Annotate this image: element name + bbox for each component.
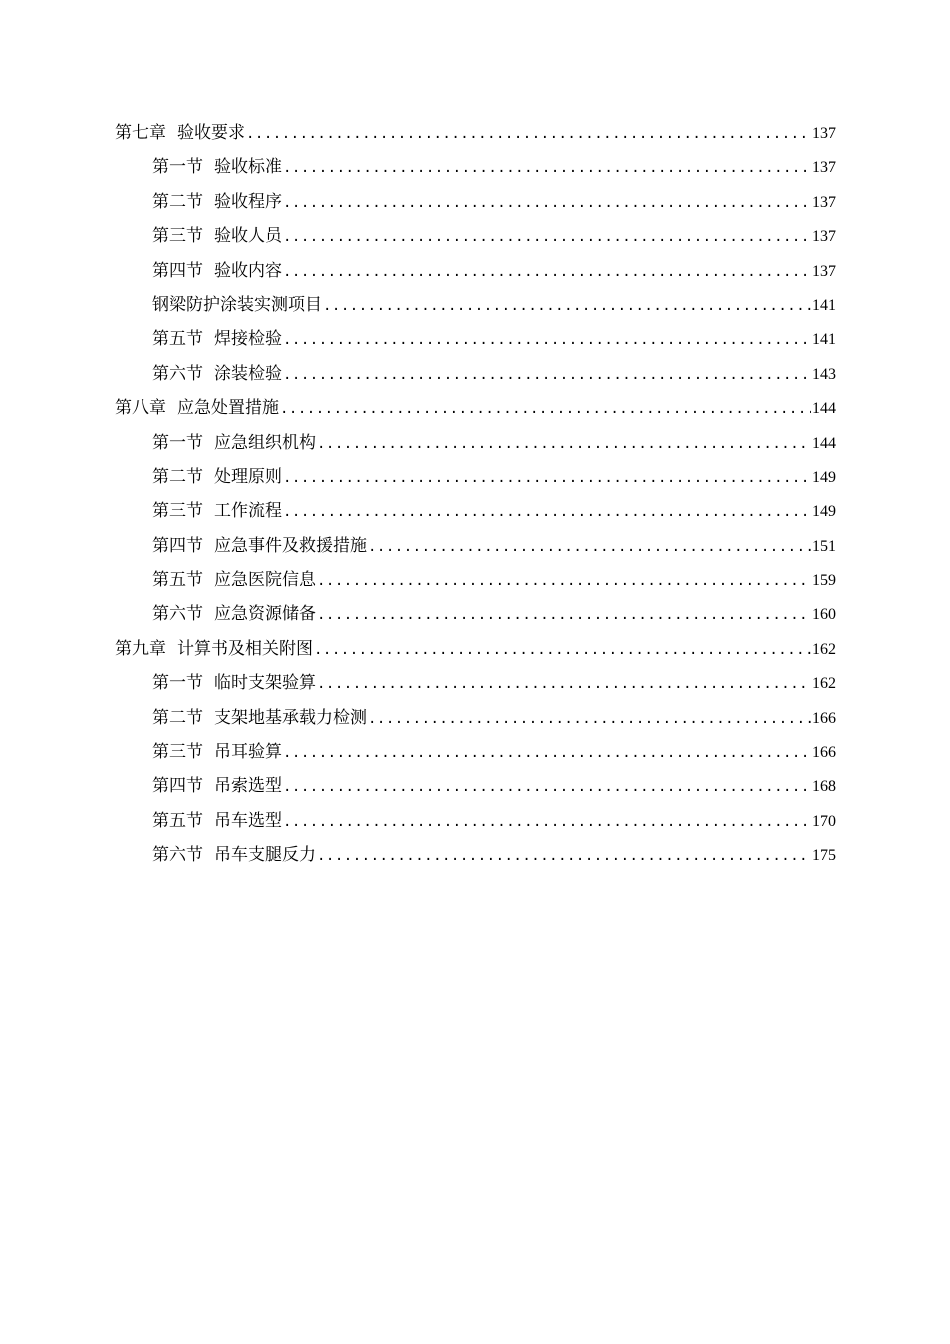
toc-page-number: 144 [812,400,836,418]
toc-section-entry[interactable] [115,666,836,700]
toc-entry-number: 第六节 [152,363,203,384]
toc-entry-number: 第五节 [152,329,203,350]
toc-page-number: 137 [812,262,836,280]
toc-page-number: 137 [812,125,836,142]
toc-entry-number: 第六节 [152,845,203,866]
toc-dot-leader [280,392,811,426]
toc-chapter-entry[interactable] [115,632,836,666]
toc-entry-label [152,322,282,356]
toc-entry-label [152,150,282,184]
toc-dot-leader [368,702,811,736]
toc-entry-label [152,219,282,253]
toc-entry-number: 第三节 [152,501,203,522]
toc-entry-label [152,701,367,735]
toc-entry-title: 钢梁防护涂装实测项目 [152,294,322,315]
toc-entry-label [152,769,282,803]
toc-page-number: 141 [812,296,836,314]
toc-dot-leader [246,117,811,151]
toc-dot-leader [283,805,811,839]
toc-section-entry[interactable] [115,185,836,219]
toc-page-number: 159 [812,572,836,590]
toc-entry-number: 第一节 [152,673,203,694]
toc-page-number: 170 [812,812,836,830]
toc-entry-label [152,666,316,700]
toc-section-entry[interactable] [115,804,836,838]
toc-entry-number: 第三节 [152,226,203,247]
toc-entry-number: 第四节 [152,260,203,281]
toc-section-entry[interactable] [115,357,836,391]
toc-entry-label [152,494,282,528]
toc-entry-label [152,563,316,597]
toc-entry-label [152,460,282,494]
toc-dot-leader [283,151,811,185]
toc-page-number: 160 [812,606,836,624]
toc-dot-leader [317,598,811,632]
toc-dot-leader [317,564,811,598]
toc-section-entry[interactable] [115,838,836,872]
toc-entry-label [152,597,316,631]
toc-entry-label [152,804,282,838]
toc-entry-title: 应急事件及救援措施 [214,535,367,556]
toc-dot-leader [283,770,811,804]
toc-dot-leader [323,289,811,323]
toc-entry-title: 处理原则 [214,466,282,487]
toc-entry-title: 验收人员 [214,226,282,247]
toc-entry-title: 应急资源储备 [214,604,316,625]
toc-entry-title: 吊耳验算 [214,742,282,763]
toc-dot-leader [368,530,811,564]
toc-page-number: 168 [812,778,836,796]
toc-entry-title: 验收内容 [214,260,282,281]
toc-section-entry[interactable] [115,494,836,528]
toc-entry-title: 计算书及相关附图 [177,638,313,659]
toc-entry-number: 第三节 [152,742,203,763]
toc-entry-number: 第九章 [115,638,166,659]
toc-page-number: 137 [812,159,836,177]
toc-dot-leader [314,633,811,667]
toc-entry-label [152,426,316,460]
toc-section-entry[interactable] [115,529,836,563]
toc-dot-leader [283,323,811,357]
toc-section-entry[interactable] [115,426,836,460]
toc-entry-label [152,288,322,322]
toc-entry-label [152,357,282,391]
toc-entry-title: 吊车支腿反力 [214,845,316,866]
toc-dot-leader [283,736,811,770]
toc-dot-leader [283,220,811,254]
table-of-contents [115,116,836,873]
toc-entry-title: 涂装检验 [214,363,282,384]
toc-entry-number: 第四节 [152,776,203,797]
toc-dot-leader [317,839,811,873]
toc-section-entry[interactable] [115,322,836,356]
toc-page-number: 141 [812,331,836,349]
toc-dot-leader [317,427,811,461]
toc-section-entry[interactable] [115,460,836,494]
toc-section-entry[interactable] [115,219,836,253]
toc-dot-leader [317,667,811,701]
toc-dot-leader [283,255,811,289]
toc-entry-number: 第一节 [152,432,203,453]
toc-page-number: 144 [812,434,836,452]
toc-entry-title: 应急医院信息 [214,570,316,591]
toc-entry-number: 第五节 [152,570,203,591]
toc-page-number: 149 [812,503,836,521]
toc-page-number: 143 [812,365,836,383]
toc-entry-title: 应急处置措施 [177,398,279,419]
toc-entry-number: 第二节 [152,466,203,487]
toc-entry-title: 焊接检验 [214,329,282,350]
toc-entry-title: 吊索选型 [214,776,282,797]
toc-chapter-entry[interactable] [115,391,836,425]
toc-entry-label [115,116,245,150]
toc-section-entry[interactable] [115,254,836,288]
toc-page-number: 166 [812,744,836,762]
toc-entry-number: 第六节 [152,604,203,625]
toc-entry-title: 吊车选型 [214,810,282,831]
toc-entry-title: 临时支架验算 [214,673,316,694]
toc-page-number: 175 [812,847,836,865]
toc-dot-leader [283,495,811,529]
toc-entry-title: 验收要求 [177,123,245,143]
toc-page-number: 166 [812,709,836,727]
toc-section-entry[interactable] [115,563,836,597]
toc-section-entry[interactable] [115,597,836,631]
toc-dot-leader [283,186,811,220]
toc-entry-title: 工作流程 [214,501,282,522]
toc-section-entry[interactable] [115,769,836,803]
toc-entry-label [152,185,282,219]
toc-chapter-entry[interactable] [115,116,836,150]
toc-entry-label [152,735,282,769]
toc-page-number: 151 [812,537,836,555]
toc-entry-label [152,254,282,288]
toc-entry-title: 验收程序 [214,191,282,212]
toc-entry-number: 第一节 [152,157,203,178]
toc-section-entry[interactable] [115,150,836,184]
toc-section-entry[interactable] [115,735,836,769]
toc-entry-label [115,391,279,425]
toc-entry-number: 第八章 [115,398,166,419]
toc-dot-leader [283,461,811,495]
toc-entry-title: 支架地基承载力检测 [214,707,367,728]
toc-entry-number: 第二节 [152,707,203,728]
toc-entry-number: 第二节 [152,191,203,212]
toc-entry-number: 第七章 [115,123,166,143]
toc-page-number: 137 [812,193,836,211]
toc-dot-leader [283,358,811,392]
toc-entry-label [152,529,367,563]
toc-entry-title: 应急组织机构 [214,432,316,453]
toc-page-number: 162 [812,640,836,658]
toc-entry-number: 第四节 [152,535,203,556]
toc-entry-title: 验收标准 [214,157,282,178]
toc-entry-number: 第五节 [152,810,203,831]
toc-section-entry[interactable] [115,701,836,735]
toc-entry-label [152,838,316,872]
toc-page-number: 149 [812,468,836,486]
toc-page-number: 162 [812,675,836,693]
toc-entry-label [115,632,313,666]
toc-page-number: 137 [812,228,836,246]
toc-section-entry[interactable] [115,288,836,322]
